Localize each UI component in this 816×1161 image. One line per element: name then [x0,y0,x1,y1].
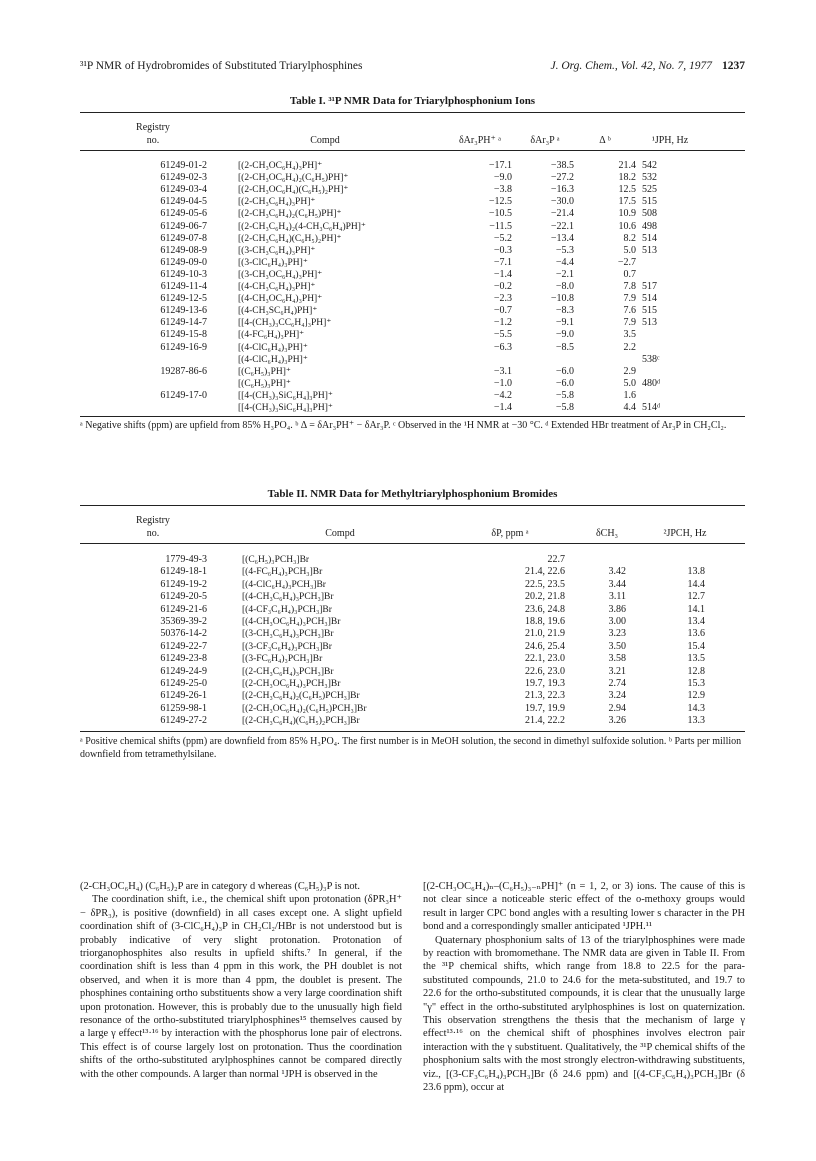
table-row [80,160,745,172]
table1-cell-delta: 7.9 [623,293,636,305]
table1-cell-registry: 61249-07-8 [160,232,207,244]
table1-cell-delta: 2.9 [623,365,636,377]
table1-cell-delta: 8.2 [623,232,636,244]
table1-title: Table I. ³¹P NMR Data for Triarylphosphonium Ions [289,95,536,107]
table1-cell-compd: [(3-CH₃C₆H₄)₃PH]⁺ [238,245,316,256]
journal-citation: J. Org. Chem., Vol. 42, No. 7, 1977 [550,60,712,72]
table1-cell-delta: 7.9 [623,317,636,329]
table1-cell-d-ar3p: −30.0 [550,196,574,208]
table1-cell-d-ar3p: −21.4 [550,208,574,220]
running-head-title: ³¹P NMR of Hydrobromides of Substituted Triarylphosphines [80,60,363,72]
table1-cell-d-ar3p: −5.3 [555,244,574,256]
table1-cell-d-ar3ph: −1.2 [493,317,512,329]
table1-cell-d-ar3p: −4.4 [555,256,574,268]
table-row [80,293,745,305]
table1-cell-compd: [(4-CH₃OC₆H₄)₃PH]⁺ [238,294,323,305]
table2-header-compd: Compd [325,528,355,539]
table1-cell-compd: [(3-CH₃OC₆H₄)₃PH]⁺ [238,269,323,280]
table1-cell-registry: 61249-06-7 [160,220,207,232]
table2-cell-j: 12.8 [687,665,705,677]
table1-header-delta: Δ ᵇ [599,135,611,146]
table-row [80,703,745,715]
table-row [80,172,745,184]
table2-cell-compd: [(4-CH₃C₆H₄)₃PCH₃]Br [242,592,334,603]
table1-cell-compd: [[4-(CH₃)₃SiC₆H₄]₃PH]⁺ [238,403,333,413]
table-row [80,196,745,208]
table1-cell-delta: 12.5 [618,184,636,196]
table2-cell-dp: 21.0, 21.9 [525,628,565,640]
table1-cell-d-ar3ph: −17.1 [488,160,512,171]
table1-header-no: no. [146,135,160,146]
table-row [80,390,745,402]
table2-cell-compd: [(4-FC₆H₄)₃PCH₃]Br [242,567,323,578]
table1-cell-compd: [(4-CH₃C₆H₄)₃PH]⁺ [238,282,316,292]
table1-cell-registry: 61249-05-6 [160,208,207,220]
table1-cell-compd: [(2-CH₃C₆H₄)₂(C₆H₅)PH]⁺ [238,209,342,220]
table1-cell-j: 480ᵈ [642,377,661,389]
table2-cell-compd: [(4-ClC₆H₄)₃PCH₃]Br [242,579,326,590]
table1-cell-d-ar3p: −27.2 [550,172,574,184]
table2-cell-dch3: 3.42 [608,566,626,578]
table1-cell-j: 498 [642,220,657,232]
table2-cell-j: 14.1 [687,603,705,615]
table2-cell-j: 13.3 [687,715,705,727]
table1-cell-compd: [(2-CH₃OC₆H₄)(C₆H₅)₂PH]⁺ [238,185,349,196]
table-row [80,208,745,220]
table1-cell-compd: [(2-CH₃C₆H₄)(C₆H₅)₂PH]⁺ [238,233,342,244]
table1-cell-registry: 61249-08-9 [160,244,207,256]
table1-cell-d-ar3p: −9.0 [555,329,574,341]
table-row [80,245,745,257]
table2-cell-dch3: 3.58 [608,653,626,665]
table1-cell-d-ar3p: −5.8 [555,402,574,413]
table2-cell-registry: 61249-25-0 [160,678,207,689]
table1-cell-delta: 3.5 [623,329,636,341]
table1-cell-delta: 4.4 [623,402,636,413]
table-row [80,366,745,378]
table1-cell-j: 517 [642,281,657,292]
table2-cell-registry: 61249-26-1 [160,690,207,702]
body-paragraph: (2-CH₃OC₆H₄) (C₆H₅)₂P are in category d whereas (C₆H₅)₃P is not. [80,881,360,892]
body-paragraph: Quaternary phosphonium salts of 13 of the triarylphosphines were made by reaction with bromomethane. The NMR data are given in Table II. From the ³¹P chemical shifts, which range from 18.8 to 22.5 for the para-substituted compounds, 21.0 to 24.6 for the meta-substituted, and 19.7 to 22.6 for the ortho-substituted compounds, it is clear that the unusually large "γ" effect in the ortho-substituted arylphosphines is lost on quaternization. This observation strengthens the thesis that the mechanism of large γ effect¹³·¹⁶ on the chemical shift of phosphines involves electron pair interaction with the γ substituent. Qualitatively, the ³¹P chemical shifts of the phosphonium salts with the most strongly electron-withdrawing substituents, viz., [(3-CF₃C₆H₄)₃PCH₃]Br (δ 24.6 ppm) and [(4-CF₃C₆H₄)₃PCH₃]Br (δ 23.6 ppm), occur at [423,934,745,1094]
table1-cell-d-ar3ph: −3.1 [493,365,512,377]
table-row [80,402,745,414]
table1-header-compd: Compd [310,135,340,146]
table2-cell-j: 12.7 [687,591,705,603]
table-row [80,378,745,390]
table2-header-no: no. [146,528,160,539]
table-row [80,690,745,702]
table-row [80,628,745,640]
table1-cell-j: 513 [642,317,657,329]
table2-cell-dch3: 2.74 [608,678,626,689]
table2-cell-registry: 61249-22-7 [160,640,207,652]
table2-top-rule [80,505,745,506]
table1-cell-j: 525 [642,184,657,196]
table2-cell-j: 12.9 [687,690,705,702]
table1-cell-d-ar3ph: −3.8 [493,184,512,196]
table2-cell-registry: 61249-27-2 [160,715,207,727]
table2-cell-registry: 61249-21-6 [160,603,207,615]
table1-cell-d-ar3ph: −0.7 [493,305,512,317]
table1-cell-d-ar3ph: −1.0 [493,377,512,389]
table1-cell-delta: 10.6 [618,220,636,232]
table1-header-d-ar3p: δAr₃P ᵃ [530,135,560,146]
table1-cell-compd: [[4-(CH₃)₃SiC₆H₄]₃PH]⁺ [238,390,333,401]
table-row [80,221,745,233]
table1-cell-delta: 0.7 [623,268,636,280]
table2-cell-dch3: 3.26 [608,715,626,727]
table2-cell-registry: 61249-19-2 [160,578,207,590]
table2-cell-j: 14.3 [687,702,705,714]
table1-cell-delta: 10.9 [618,208,636,220]
table2-cell-j: 13.5 [687,653,705,665]
table1-cell-compd: [(4-ClC₆H₄)₃PH]⁺ [238,342,308,353]
table1-cell-j: 538ᶜ [642,353,660,365]
table2-cell-dch3: 3.44 [608,578,626,590]
table1-cell-delta: 7.8 [623,281,636,292]
table1-cell-j: 514ᵈ [642,402,661,413]
body-paragraph: [(2-CH₃OC₆H₄)ₙ–(C₆H₅)₃₋ₙPH]⁺ (n = 1, 2, or 3) ions. The cause of this is not clear since a noticeable steric effect of the o-methoxy groups would result in larger CPC bond angles with a resulting lower s character in the PH bond and a correspondingly smaller anticipated ¹JPH.¹¹ [423,881,745,933]
table2-cell-dch3: 3.86 [608,603,626,615]
table-row [80,591,745,603]
table2-cell-registry: 61259-98-1 [160,702,207,714]
table-row [80,269,745,281]
table2-cell-registry: 61249-20-5 [160,591,207,603]
table2-cell-registry: 35369-39-2 [160,616,207,627]
table1-cell-compd: [[4-(CH₃)₃CC₆H₄]₃PH]⁺ [238,318,332,329]
page-number: 1237 [722,60,745,72]
table2-cell-compd: [(C₆H₅)₃PCH₃]Br [242,555,310,565]
table1-cell-delta: 7.6 [623,305,636,317]
table1-cell-registry: 61249-14-7 [160,317,207,329]
table1-cell-registry: 61249-17-0 [160,389,207,401]
table-row [80,354,745,366]
table1-cell-registry: 19287-86-6 [160,365,207,377]
table-row [80,329,745,341]
running-head [80,60,745,78]
table2-cell-registry: 61249-23-8 [160,653,207,665]
table2-cell-j: 13.8 [687,566,705,578]
table1-cell-d-ar3ph: −1.4 [493,268,512,280]
table1-header-rule [80,150,745,151]
table2-cell-dp: 19.7, 19.9 [525,702,565,714]
table1-cell-registry: 61249-03-4 [160,184,207,196]
table2-cell-compd: [(3-CF₃C₆H₄)₃PCH₃]Br [242,641,332,652]
table1-cell-d-ar3ph: −5.2 [493,232,512,244]
table1-cell-d-ar3p: −22.1 [550,220,574,232]
table1-header-j: ¹JPH, Hz [651,135,689,146]
table1-cell-d-ar3p: −38.5 [550,160,574,171]
running-head-citation [550,60,745,72]
table2-title: Table II. NMR Data for Methyltriarylphosphonium Bromides [267,488,558,500]
table1-cell-d-ar3p: −10.8 [550,293,574,305]
table2-cell-compd: [(2-CH₃C₆H₄)₃PCH₃]Br [242,666,334,677]
table2-footnote: ᵃ Positive chemical shifts (ppm) are downfield from 85% H₃PO₄. The first number is in MeOH solution, the second in dimethyl sulfoxide solution. ᵇ Parts per million downfield from tetramethylsilane. [80,736,742,760]
table1-cell-registry: 61249-11-4 [160,281,207,292]
table2-cell-compd: [(2-CH₃OC₆H₄)₃PCH₃]Br [242,679,341,689]
body-column-right [423,880,745,1095]
table1-cell-delta: 5.0 [623,377,636,389]
table1-top-rule [80,112,745,113]
table2-cell-dp: 21.4, 22.6 [525,566,565,578]
table1-cell-d-ar3p: −8.0 [555,281,574,292]
table1-cell-delta: 21.4 [618,160,636,171]
table1-cell-d-ar3ph: −0.2 [493,281,512,292]
table1-cell-d-ar3p: −6.0 [555,365,574,377]
table-row [80,257,745,269]
table1-cell-d-ar3p: −6.0 [555,377,574,389]
table2-header-registry: Registry [136,515,170,526]
table1-bottom-rule [80,416,745,417]
table-row [80,281,745,293]
table-row [80,317,745,329]
table2-cell-compd: [(3-FC₆H₄)₃PCH₃]Br [242,654,323,665]
table2-cell-registry: 50376-14-2 [160,628,207,640]
table1-cell-delta: 18.2 [618,172,636,184]
table2-cell-j: 15.3 [687,678,705,689]
table1-cell-compd: [(C₆H₅)₃PH]⁺ [238,378,291,389]
table1-cell-registry: 61249-09-0 [160,256,207,268]
table2-cell-compd: [(3-CH₃C₆H₄)₃PCH₃]Br [242,629,334,640]
table2-cell-dp: 24.6, 25.4 [525,640,565,652]
table1-cell-registry: 61249-04-5 [160,196,207,208]
table1-cell-registry: 61249-16-9 [160,341,207,353]
table2-cell-dp: 22.1, 23.0 [525,653,565,665]
table2-cell-dp: 23.6, 24.8 [525,603,565,615]
table2-cell-dp: 18.8, 19.6 [525,616,565,627]
table1-cell-d-ar3ph: −6.3 [493,341,512,353]
table2-cell-dch3: 3.11 [608,591,626,603]
table2-cell-dp: 20.2, 21.8 [525,591,565,603]
table1-cell-d-ar3p: −9.1 [555,317,574,329]
table1-cell-compd: [(4-FC₆H₄)₃PH]⁺ [238,330,305,341]
table-row [80,554,745,566]
table-row [80,342,745,354]
table1-cell-compd: [(4-ClC₆H₄)₃PH]⁺ [238,354,308,365]
table2-cell-j: 14.4 [687,578,705,590]
table1-cell-j: 515 [642,196,657,208]
table2-cell-registry: 61249-18-1 [160,566,207,578]
table1-cell-d-ar3ph: −0.3 [493,244,512,256]
table2-header-dch3: δCH₃ [595,528,619,539]
body-paragraph: The coordination shift, i.e., the chemical shift upon protonation (δPR₃H⁺ − δPR₃), is positive (downfield) in all cases except one. A slight upfield coordination shift of (3-ClC₆H₄)₃P in CH₂Cl₂/HBr is not understood but is probably indicative of very slight protonation. Protonation of triorganophosphites also results in upfield shifts.⁷ In general, if the coordination shift is less than 4 ppm in this work, the PH doublet is not observed, and when it is more than 4 ppm, the doublet is present. The phosphines containing ortho substituents show a very large coordination shift upon protonation. However, this is probably due to the unusually high field resonance of the ortho-substituted triarylphosphines¹⁵ themselves caused by a large γ effect¹³·¹⁶ by interaction with the phosphorus lone pair of electrons. This effect is of course largely lost on protonation. Thus the coordination shifts of the ortho-substituted arylphosphines cannot be compared directly with the other compounds. A larger than normal ¹JPH is observed in the [80,894,402,1080]
table2-bottom-rule [80,731,745,732]
table2-cell-registry: 1779-49-3 [165,554,207,565]
table2-cell-compd: [(4-CH₃OC₆H₄)₃PCH₃]Br [242,617,341,627]
table2-cell-compd: [(2-CH₃C₆H₄)(C₆H₅)₂PCH₃]Br [242,716,360,727]
table1-cell-d-ar3p: −5.8 [555,389,574,401]
table1-cell-j: 514 [642,232,657,244]
table1-cell-registry: 61249-12-5 [160,293,207,305]
table2-cell-dch3: 3.00 [608,616,626,627]
table2-cell-j: 13.6 [687,628,705,640]
table2-cell-dch3: 3.23 [608,628,626,640]
table2-cell-dch3: 3.50 [608,640,626,652]
table1-cell-registry: 61249-01-2 [160,160,207,171]
table-row [80,616,745,628]
body-column-left [80,880,402,1081]
table1-cell-d-ar3ph: −10.5 [488,208,512,220]
table2-cell-j: 15.4 [687,640,705,652]
table1-cell-compd: [(C₆H₅)₃PH]⁺ [238,366,291,377]
table1-cell-delta: 2.2 [623,341,636,353]
table-row [80,566,745,578]
table1-cell-delta: −2.7 [617,256,636,268]
table1-cell-compd: [(2-CH₃C₆H₄)₂(4-CH₃C₆H₄)PH]⁺ [238,221,366,232]
table1-cell-j: 513 [642,244,657,256]
table1-cell-d-ar3ph: −1.4 [493,402,512,413]
table2-cell-compd: [(2-CH₃C₆H₄)₂(C₆H₅)PCH₃]Br [242,691,360,702]
table1-cell-d-ar3ph: −2.3 [493,293,512,305]
table1-footnote: ᵃ Negative shifts (ppm) are upfield from 85% H₃PO₄. ᵇ Δ = δAr₃PH⁺ − δAr₃P. ᶜ Observed in the ¹H NMR at −30 °C. ᵈ Extended HBr treatment of Ar₃P in CH₂Cl₂. [80,420,727,431]
table-row [80,641,745,653]
table1-cell-delta: 17.5 [618,196,636,208]
table-row [80,233,745,245]
table2-cell-dch3: 3.21 [608,665,626,677]
table1-cell-d-ar3ph: −11.5 [489,220,512,232]
table1-cell-registry: 61249-15-8 [160,329,207,341]
table-row [80,184,745,196]
table1-cell-j: 542 [642,160,657,171]
table1-cell-compd: [(4-CH₃SC₆H₄)PH]⁺ [238,306,318,317]
table1-cell-d-ar3p: −8.5 [555,341,574,353]
table-row [80,678,745,690]
table-row [80,305,745,317]
table1-header-registry: Registry [136,122,170,133]
table1-header-d-ar3ph: δAr₃PH⁺ ᵃ [458,135,502,146]
table1-cell-d-ar3ph: −4.2 [493,389,512,401]
table-row [80,579,745,591]
table2-header-j: ²JPCH, Hz [663,528,707,539]
table2-cell-dp: 22.7 [547,554,565,565]
table2-cell-dp: 21.3, 22.3 [525,690,565,702]
table2-cell-dp: 22.5, 23.5 [525,578,565,590]
table2-cell-dch3: 3.24 [608,690,626,702]
table1-cell-j: 508 [642,208,657,220]
table1-cell-d-ar3p: −2.1 [555,268,574,280]
table2-cell-registry: 61249-24-9 [160,665,207,677]
table-row [80,604,745,616]
table-row [80,715,745,727]
table1-cell-d-ar3ph: −9.0 [493,172,512,184]
table1-cell-j: 532 [642,172,657,184]
table1-cell-d-ar3ph: −5.5 [493,329,512,341]
table1-cell-d-ar3ph: −12.5 [488,196,512,208]
table2-header-rule [80,543,745,544]
table1-cell-d-ar3p: −16.3 [550,184,574,196]
table2-cell-dp: 19.7, 19.3 [525,678,565,689]
table-row [80,666,745,678]
table1-cell-registry: 61249-13-6 [160,305,207,317]
table1-cell-d-ar3p: −8.3 [555,305,574,317]
table1-cell-d-ar3ph: −7.1 [493,256,512,268]
table1-cell-delta: 1.6 [623,389,636,401]
table1-cell-registry: 61249-10-3 [160,268,207,280]
table1-cell-j: 515 [642,305,657,317]
table-row [80,653,745,665]
table2-cell-dch3: 2.94 [608,702,626,714]
table1-cell-compd: [(2-CH₃OC₆H₄)₂(C₆H₅)PH]⁺ [238,173,349,184]
table1-cell-compd: [(2-CH₃OC₆H₄)₃PH]⁺ [238,161,323,171]
table1-cell-compd: [(3-ClC₆H₄)₃PH]⁺ [238,257,308,268]
table1-cell-compd: [(2-CH₃C₆H₄)₃PH]⁺ [238,197,316,208]
table1-cell-j: 514 [642,293,657,305]
table2-cell-compd: [(2-CH₃OC₆H₄)₂(C₆H₅)PCH₃]Br [242,703,367,714]
table2-cell-dp: 21.4, 22.2 [525,715,565,727]
table1-cell-registry: 61249-02-3 [160,172,207,184]
table2-header-dp: δP, ppm ᵃ [491,528,529,539]
table2-cell-compd: [(4-CF₃C₆H₄)₃PCH₃]Br [242,604,332,615]
table1-cell-delta: 5.0 [623,244,636,256]
table2-cell-dp: 22.6, 23.0 [525,665,565,677]
table1-cell-d-ar3p: −13.4 [550,232,574,244]
table2-cell-j: 13.4 [687,616,705,627]
